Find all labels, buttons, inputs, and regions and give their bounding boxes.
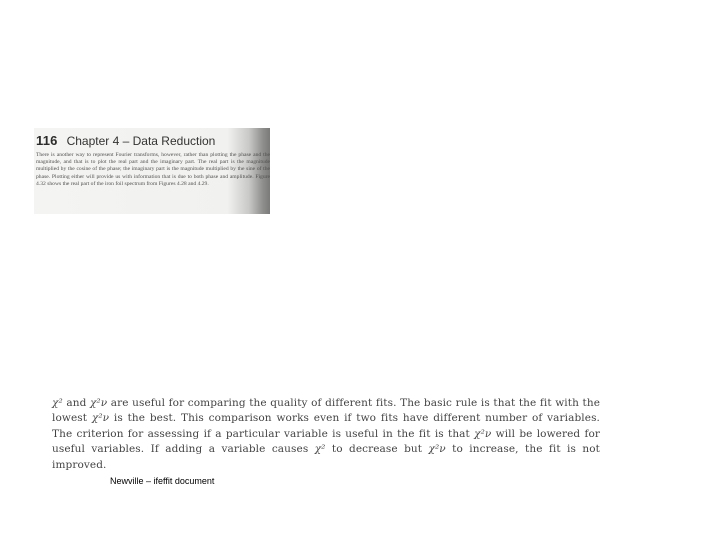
paragraph-text: is the best. This comparison works even if two fits have different number of variables. The criterion for assessing if a particular variable is useful in the fit is that bbox=[52, 412, 600, 440]
book-page-header bbox=[36, 132, 215, 150]
chapter-title: Chapter 4 – Data Reduction bbox=[66, 134, 216, 148]
paragraph-text: are useful for comparing the quality of different fits. The basic rule is that the fit with the lowest bbox=[52, 397, 601, 425]
paragraph-text: will be lowered for useful variables. If adding a variable causes bbox=[52, 427, 600, 456]
paragraph-text: to increase, the fit is not improved. bbox=[52, 443, 600, 471]
reduced-chi-square-symbol: χ²ν bbox=[428, 443, 446, 456]
source-caption: Newville – ifeffit document bbox=[110, 476, 215, 486]
chi-square-symbol: χ² bbox=[314, 443, 326, 456]
reduced-chi-square-symbol: χ²ν bbox=[89, 397, 108, 409]
chi-square-paragraph bbox=[52, 396, 600, 473]
book-body-text: There is another way to represent Fourier transforms, however, rather than plotting the phase and the magnitude, and that is to plot the real part and the imaginary part. The real part is the magnitude multiplied by the cosine of the phase; the imaginary part is the magnitude multiplied by the sine of the phase. Plotting either will provide us with information that is due to both phase and amplitude. Figure 4.32 shows the real part of the iron foil spectrum from Figures 4.28 and 4.29. bbox=[36, 152, 270, 187]
paragraph-text: and bbox=[62, 397, 90, 409]
chi-square-symbol: χ² bbox=[52, 397, 63, 409]
paragraph-text: to decrease but bbox=[325, 443, 429, 456]
reduced-chi-square-symbol: χ²ν bbox=[474, 427, 492, 440]
reduced-chi-square-symbol: χ²ν bbox=[91, 412, 110, 425]
book-page-scan bbox=[34, 128, 270, 214]
page-number: 116 bbox=[36, 133, 58, 148]
